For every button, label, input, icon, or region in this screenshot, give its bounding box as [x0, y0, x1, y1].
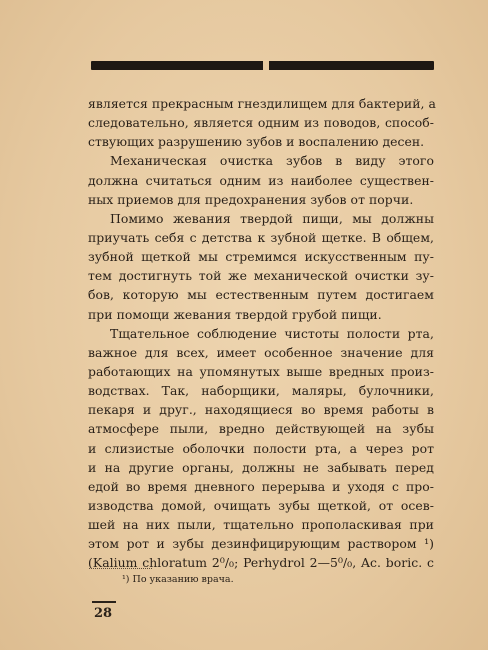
text-line: атмосфере пыли, вредно действующей на зубы: [88, 421, 434, 437]
text-line: является прекрасным гнездилищем для бактерий, а: [88, 96, 436, 111]
text-line: тем достигнуть той же механической очистки зу-: [88, 268, 434, 284]
page-number: 28: [94, 606, 113, 621]
text-line: бов, которую мы естественным путем достигаем: [88, 287, 434, 303]
text-line: ных приемов для предохранения зубов от порчи.: [88, 191, 414, 207]
footnote-text: ¹) По указанию врача.: [122, 574, 234, 585]
text-line: ствующих разрушению зубов и воспалению десен.: [88, 134, 425, 150]
text-line: шей на них пыли, тщательно прополаскивая при: [88, 517, 434, 533]
text-line: этом рот и зубы дезинфицирующим раствором ¹): [88, 536, 434, 552]
text-line: зубной щеткой мы стремимся искусственным пу-: [88, 249, 434, 265]
text-line: следовательно, является одним из поводов, способ-: [88, 115, 434, 131]
text-line: приучать себя с детства к зубной щетке. В общем,: [88, 229, 434, 245]
text-line: должна считаться одним из наиболее существен-: [88, 172, 434, 188]
text-line: Тщательное соблюдение чистоты полости рта,: [110, 325, 434, 341]
text-line: и слизистые оболочки полости рта, а через рот: [88, 440, 434, 456]
footnote-separator: [89, 568, 152, 569]
body-text: [88, 94, 434, 573]
text-line: работающих на упомянутых выше вредных произ-: [88, 363, 434, 379]
text-line: едой во время дневного перерыва и уходя с про-: [88, 478, 434, 494]
text-line: изводства домой, очищать зубы щеткой, от осев-: [88, 497, 434, 513]
text-line: важное для всех, имеет особенное значение для: [88, 344, 434, 360]
text-line: Механическая очистка зубов в виду этого: [110, 153, 434, 169]
text-line: пекаря и друг., находящиеся во время работы в: [88, 402, 434, 418]
header-rule: [91, 61, 434, 70]
page-number-rule: [92, 601, 116, 603]
text-line: при помощи жевания твердой грубой пищи.: [88, 306, 382, 322]
text-line: (Kalium chloratum 2⁰/₀; Perhydrol 2—5⁰/₀, Ac. boric. с: [88, 555, 434, 571]
text-line: водствах. Так, наборщики, маляры, булочники,: [88, 383, 434, 399]
text-line: и на другие органы, должны не забывать перед: [88, 459, 434, 475]
text-line: Помимо жевания твердой пищи, мы должны: [110, 210, 434, 226]
